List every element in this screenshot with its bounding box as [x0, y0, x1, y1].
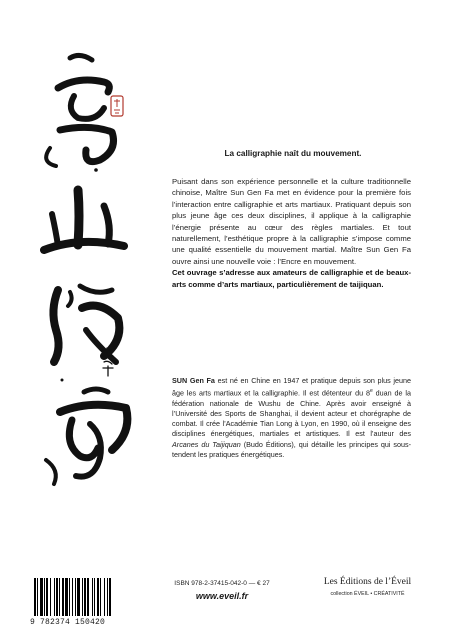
bio-text-3: (Budo Éditions), qui détaille les principes qui sous-tendent les pratiques énergétiques.: [172, 439, 411, 459]
author-bio: [172, 376, 411, 460]
barcode-bar: [97, 578, 99, 616]
barcode-bar: [69, 578, 70, 616]
barcode-bar: [72, 578, 73, 616]
barcode-bar: [77, 578, 80, 616]
red-seal-stamp: [110, 95, 124, 117]
collection-name: collection ÉVEIL • CRÉATIVITÉ: [330, 591, 405, 597]
isbn-barcode: [32, 578, 150, 616]
barcode-bar: [109, 578, 111, 616]
barcode-bar: [100, 578, 101, 616]
barcode-bar: [84, 578, 86, 616]
barcode-bar: [92, 578, 93, 616]
barcode-bar: [59, 578, 60, 616]
publisher-website: www.eveil.fr: [195, 591, 249, 601]
calligraphy-artwork: [0, 0, 160, 560]
artist-signature: [98, 346, 118, 380]
barcode-bar: [50, 578, 51, 616]
barcode-bar: [65, 578, 68, 616]
tagline: La calligraphie naît du mouvement.: [224, 149, 362, 158]
barcode-bar: [46, 578, 48, 616]
barcode-bar: [56, 578, 58, 616]
barcode-bar: [75, 578, 76, 616]
bio-text-1: est né en Chine en 1947 et pratique depuis son plus jeune âge les arts martiaux et la calligraphie. Il est détenteur du 8: [172, 376, 411, 398]
bio-ordinal: e: [369, 388, 373, 395]
barcode-bar: [87, 578, 89, 616]
bio-text-2: duan de la fédération nationale de Wushu de Chine. Après avoir enseigné à l’Université des Sports de Shanghai, il devient acteur et chorégraphe de combat. Il crée l’Académie Tian Long à Lyon, en 1990, où il enseigne des disciplines énergétiques, martiales et artistiques. Il est l’auteur des: [172, 388, 411, 439]
barcode-bar: [37, 578, 38, 616]
barcode-number: 9 782374 150420: [30, 618, 106, 627]
author-name: SUN Gen Fa: [172, 376, 215, 385]
isbn-price: ISBN 978-2-37415-042-0 — € 27: [174, 580, 270, 587]
barcode-bar: [82, 578, 83, 616]
barcode-bar: [107, 578, 108, 616]
publisher-name: Les Éditions de l’Éveil: [323, 577, 412, 587]
barcode-bar: [94, 578, 95, 616]
blurb-paragraph: Puisant dans son expérience personnelle et la culture traditionnelle chinoise, Maître Sun Gen Fa met en évidence pour la première fois l’interaction entre calligraphie et arts martiaux. Pratiquant depuis son plus jeune âge ces deux disciplines, il applique à la calligraphie l’énergie présente au cœur des règles martiales. Et tout naturellement, l’esthétique propre à la calligraphie s’impose comme une qualité essentielle du mouvement martial. Maître Sun Gen Fa ouvre ainsi une nouvelle voie : l’Encre en mouvement.: [172, 177, 411, 266]
blurb-audience: Cet ouvrage s’adresse aux amateurs de calligraphie et de beaux-arts comme d’arts martiaux, particulièrement de taijiquan.: [172, 268, 411, 289]
barcode-bar: [40, 578, 43, 616]
barcode-bar: [44, 578, 45, 616]
barcode-bar: [54, 578, 55, 616]
back-cover-blurb: [172, 176, 411, 290]
bio-book-title: Arcanes du Taijiquan: [172, 439, 241, 449]
barcode-bar: [34, 578, 36, 616]
barcode-bar: [104, 578, 105, 616]
barcode-bar: [62, 578, 64, 616]
